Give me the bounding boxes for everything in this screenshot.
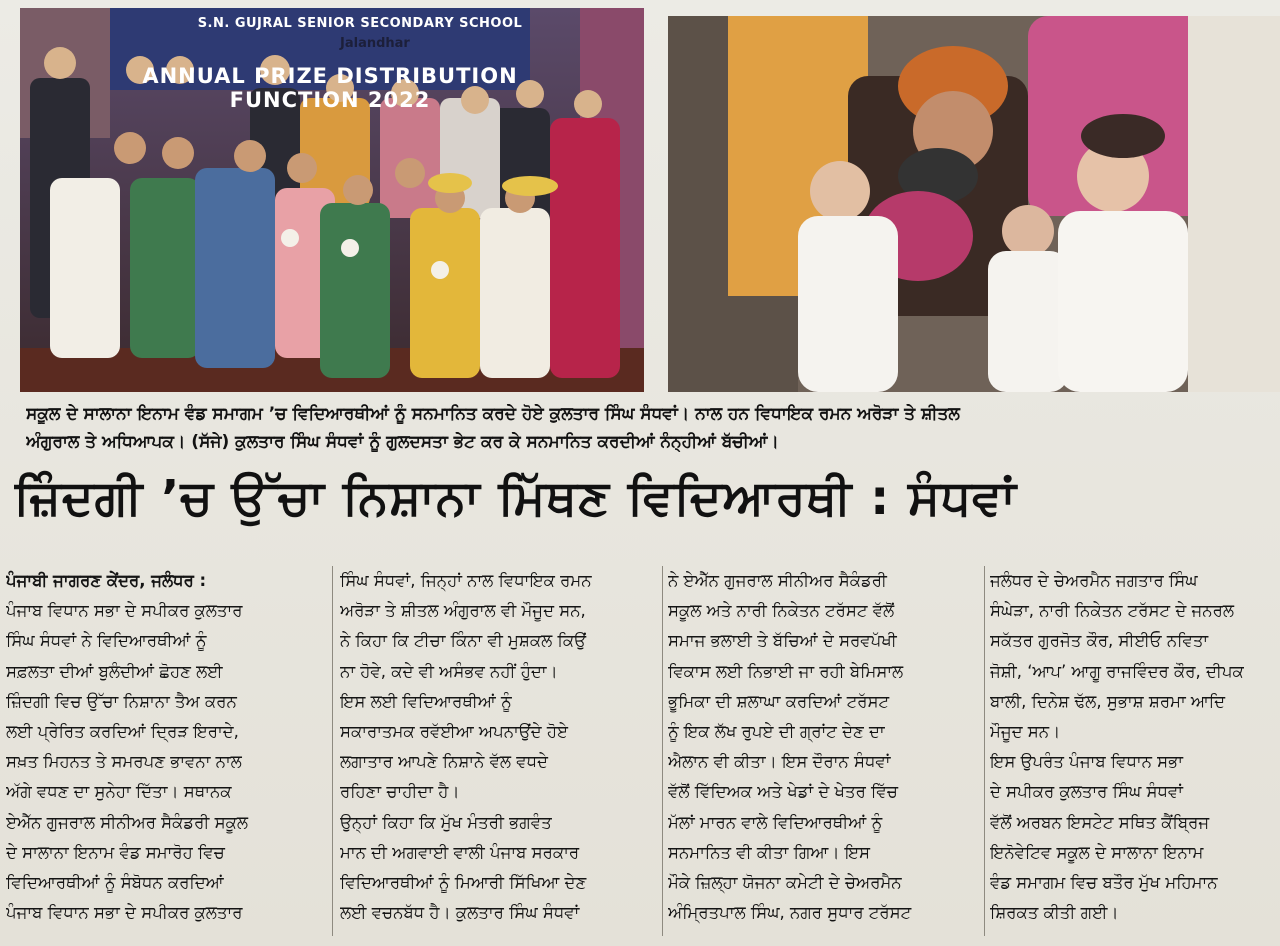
body-line: ਵੰਡ ਸਮਾਗਮ ਵਿਚ ਬਤੌਰ ਮੁੱਖ ਮਹਿਮਾਨ [990, 873, 1218, 893]
body-line: ਰਹਿਣਾ ਚਾਹੀਦਾ ਹੈ। [340, 782, 460, 802]
article-column-3 [668, 566, 980, 938]
body-line: ਸਮਾਜ ਭਲਾਈ ਤੇ ਬੱਚਿਆਂ ਦੇ ਸਰਵਪੱਖੀ [668, 631, 897, 651]
body-line: ਸਿੰਘ ਸੰਧਵਾਂ, ਜਿਨ੍ਹਾਂ ਨਾਲ ਵਿਧਾਇਕ ਰਮਨ [340, 571, 592, 590]
body-line: ਏਐੱਨ ਗੁਜਰਾਲ ਸੀਨੀਅਰ ਸੈਕੰਡਰੀ ਸਕੂਲ [6, 812, 248, 832]
body-line: ਜ਼ਿੰਦਗੀ ਵਿਚ ਉੱਚਾ ਨਿਸ਼ਾਨਾ ਤੈਅ ਕਰਨ [6, 691, 237, 711]
dateline: ਪੰਜਾਬੀ ਜਾਗਰਣ ਕੇਂਦਰ, ਜਲੰਧਰ : [6, 571, 207, 590]
body-line: ਮਾਨ ਦੀ ਅਗਵਾਈ ਵਾਲੀ ਪੰਜਾਬ ਸਰਕਾਰ [340, 842, 580, 862]
body-line: ਉਨ੍ਹਾਂ ਕਿਹਾ ਕਿ ਮੁੱਖ ਮੰਤਰੀ ਭਗਵੰਤ [340, 812, 552, 832]
banner-school-name: S.N. GUJRAL SENIOR SECONDARY SCHOOL [197, 16, 523, 31]
body-line: ਸਕੱਤਰ ਗੁਰਜੋਤ ਕੌਰ, ਸੀਈਓ ਨਵਿਤਾ [990, 631, 1209, 651]
photo-caption-line-1: ਸਕੂਲ ਦੇ ਸਾਲਾਨਾ ਇਨਾਮ ਵੰਡ ਸਮਾਗਮ ’ਚ ਵਿਦਿਆਰਥੀਆਂ ਨੂੰ ਸਨਮਾਨਿਤ ਕਰਦੇ ਹੋਏ ਕੁਲਤਾਰ ਸਿੰਘ ਸੰਧਵਾਂ। ਨਾਲ ਹਨ ਵਿਧਾਇਕ ਰਮਨ ਅਰੋੜਾ ਤੇ ਸ਼ੀਤਲ [26, 404, 960, 424]
article-column-1 [6, 566, 324, 938]
body-line: ਸਕਾਰਾਤਮਕ ਰਵੱਈਆ ਅਪਨਾਉਂਦੇ ਹੋਏ [340, 722, 568, 742]
body-line: ਮੌਜੂਦ ਸਨ। [990, 722, 1061, 742]
body-line: ਸਕੂਲ ਅਤੇ ਨਾਰੀ ਨਿਕੇਤਨ ਟਰੱਸਟ ਵੱਲੋਂ [668, 601, 895, 621]
column-divider [332, 566, 333, 936]
body-line: ਸਿੰਘ ਸੰਧਵਾਂ ਨੇ ਵਿਦਿਆਰਥੀਆਂ ਨੂੰ [6, 631, 207, 651]
body-line: ਲਗਾਤਾਰ ਆਪਣੇ ਨਿਸ਼ਾਨੇ ਵੱਲ ਵਧਦੇ [340, 752, 548, 772]
bouquet-felicitation-photo [668, 16, 1280, 392]
body-line: ਲਈ ਵਚਨਬੱਧ ਹੈ। ਕੁਲਤਾਰ ਸਿੰਘ ਸੰਧਵਾਂ [340, 903, 580, 923]
body-line: ਜੋਸ਼ੀ, ‘ਆਪ’ ਆਗੂ ਰਾਜਵਿੰਦਰ ਕੌਰ, ਦੀਪਕ [990, 661, 1244, 681]
photo-caption-line-2: ਅੰਗੁਰਾਲ ਤੇ ਅਧਿਆਪਕ। (ਸੱਜੇ) ਕੁਲਤਾਰ ਸਿੰਘ ਸੰਧਵਾਂ ਨੂੰ ਗੁਲਦਸਤਾ ਭੇਟ ਕਰ ਕੇ ਸਨਮਾਨਿਤ ਕਰਦੀਆਂ ਨੰਨ੍ਹੀਆਂ ਬੱਚੀਆਂ। [26, 432, 779, 452]
column-divider [662, 566, 663, 936]
body-line: ਨੂੰ ਇਕ ਲੱਖ ਰੁਪਏ ਦੀ ਗ੍ਰਾਂਟ ਦੇਣ ਦਾ [668, 722, 885, 742]
body-line: ਦੇ ਸਾਲਾਨਾ ਇਨਾਮ ਵੰਡ ਸਮਾਰੋਹ ਵਿਚ [6, 842, 225, 862]
body-line: ਵਿਕਾਸ ਲਈ ਨਿਭਾਈ ਜਾ ਰਹੀ ਬੇਮਿਸਾਲ [668, 661, 904, 681]
body-line: ਪੰਜਾਬ ਵਿਧਾਨ ਸਭਾ ਦੇ ਸਪੀਕਰ ਕੁਲਤਾਰ [6, 601, 243, 621]
children-bouquet-illustration [668, 16, 1280, 392]
article-column-4 [990, 566, 1280, 938]
banner-event-title: ANNUAL PRIZE DISTRIBUTION FUNCTION 2022 [142, 64, 518, 112]
body-line: ਮੱਲਾਂ ਮਾਰਨ ਵਾਲੇ ਵਿਦਿਆਰਥੀਆਂ ਨੂੰ [668, 812, 883, 832]
body-line: ਅਰੋੜਾ ਤੇ ਸ਼ੀਤਲ ਅੰਗੁਰਾਲ ਵੀ ਮੌਜੂਦ ਸਨ, [340, 601, 586, 621]
body-line: ਭੂਮਿਕਾ ਦੀ ਸ਼ਲਾਘਾ ਕਰਦਿਆਂ ਟਰੱਸਟ [668, 691, 890, 711]
body-line: ਇਨੋਵੇਟਿਵ ਸਕੂਲ ਦੇ ਸਾਲਾਨਾ ਇਨਾਮ [990, 842, 1204, 862]
body-line: ਵੱਲੋਂ ਵਿੱਦਿਅਕ ਅਤੇ ਖੇਡਾਂ ਦੇ ਖੇਤਰ ਵਿੱਚ [668, 782, 898, 802]
body-line: ਬਾਲੀ, ਦਿਨੇਸ਼ ਢੱਲ, ਸੁਭਾਸ਼ ਸ਼ਰਮਾ ਆਦਿ [990, 691, 1226, 711]
body-line: ਨਾ ਹੋਵੇ, ਕਦੇ ਵੀ ਅਸੰਭਵ ਨਹੀਂ ਹੁੰਦਾ। [340, 661, 558, 681]
prize-distribution-photo [20, 8, 644, 392]
body-line: ਜਲੰਧਰ ਦੇ ਚੇਅਰਮੈਨ ਜਗਤਾਰ ਸਿੰਘ [990, 571, 1198, 590]
body-line: ਲਈ ਪ੍ਰੇਰਿਤ ਕਰਦਿਆਂ ਦ੍ਰਿੜ ਇਰਾਦੇ, [6, 722, 239, 742]
body-line: ਐਲਾਨ ਵੀ ਕੀਤਾ। ਇਸ ਦੌਰਾਨ ਸੰਧਵਾਂ [668, 752, 891, 772]
body-line: ਇਸ ਲਈ ਵਿਦਿਆਰਥੀਆਂ ਨੂੰ [340, 691, 512, 711]
column-divider [984, 566, 985, 936]
body-line: ਸ਼ਿਰਕਤ ਕੀਤੀ ਗਈ। [990, 903, 1119, 923]
article-column-2 [340, 566, 660, 938]
body-line: ਸਫ਼ਲਤਾ ਦੀਆਂ ਬੁਲੰਦੀਆਂ ਛੋਹਣ ਲਈ [6, 661, 223, 681]
body-line: ਸਨਮਾਨਿਤ ਵੀ ਕੀਤਾ ਗਿਆ। ਇਸ [668, 842, 871, 862]
body-line: ਅੱਗੇ ਵਧਣ ਦਾ ਸੁਨੇਹਾ ਦਿੱਤਾ। ਸਥਾਨਕ [6, 782, 232, 802]
body-line: ਨੇ ਕਿਹਾ ਕਿ ਟੀਚਾ ਕਿੰਨਾ ਵੀ ਮੁਸ਼ਕਲ ਕਿਉਂ [340, 631, 587, 651]
body-line: ਵਿਦਿਆਰਥੀਆਂ ਨੂੰ ਸੰਬੋਧਨ ਕਰਦਿਆਂ [6, 873, 224, 893]
body-line: ਸੰਘੇੜਾ, ਨਾਰੀ ਨਿਕੇਤਨ ਟਰੱਸਟ ਦੇ ਜਨਰਲ [990, 601, 1234, 621]
body-line: ਦੇ ਸਪੀਕਰ ਕੁਲਤਾਰ ਸਿੰਘ ਸੰਧਵਾਂ [990, 782, 1183, 802]
body-line: ਮੌਕੇ ਜ਼ਿਲ੍ਹਾ ਯੋਜਨਾ ਕਮੇਟੀ ਦੇ ਚੇਅਰਮੈਨ [668, 873, 902, 893]
body-line: ਇਸ ਉਪਰੰਤ ਪੰਜਾਬ ਵਿਧਾਨ ਸਭਾ [990, 752, 1183, 772]
body-line: ਵਿਦਿਆਰਥੀਆਂ ਨੂੰ ਮਿਆਰੀ ਸਿੱਖਿਆ ਦੇਣ [340, 873, 587, 893]
body-line: ਪੰਜਾਬ ਵਿਧਾਨ ਸਭਾ ਦੇ ਸਪੀਕਰ ਕੁਲਤਾਰ [6, 903, 243, 923]
body-line: ਨੇ ਏਐੱਨ ਗੁਜਰਾਲ ਸੀਨੀਅਰ ਸੈਕੰਡਰੀ [668, 571, 887, 590]
banner-city: Jalandhar [340, 36, 410, 51]
body-line: ਸਖ਼ਤ ਮਿਹਨਤ ਤੇ ਸਮਰਪਣ ਭਾਵਨਾ ਨਾਲ [6, 752, 242, 772]
body-line: ਅੰਮ੍ਰਿਤਪਾਲ ਸਿੰਘ, ਨਗਰ ਸੁਧਾਰ ਟਰੱਸਟ [668, 903, 912, 923]
body-line: ਵੱਲੋਂ ਅਰਬਨ ਇਸਟੇਟ ਸਥਿਤ ਕੈਂਬ੍ਰਿਜ [990, 812, 1210, 832]
article-headline: ਜ਼ਿੰਦਗੀ ’ਚ ਉੱਚਾ ਨਿਸ਼ਾਨਾ ਮਿੱਥਣ ਵਿਦਿਆਰਥੀ : ਸੰਧਵਾਂ [14, 470, 1017, 526]
